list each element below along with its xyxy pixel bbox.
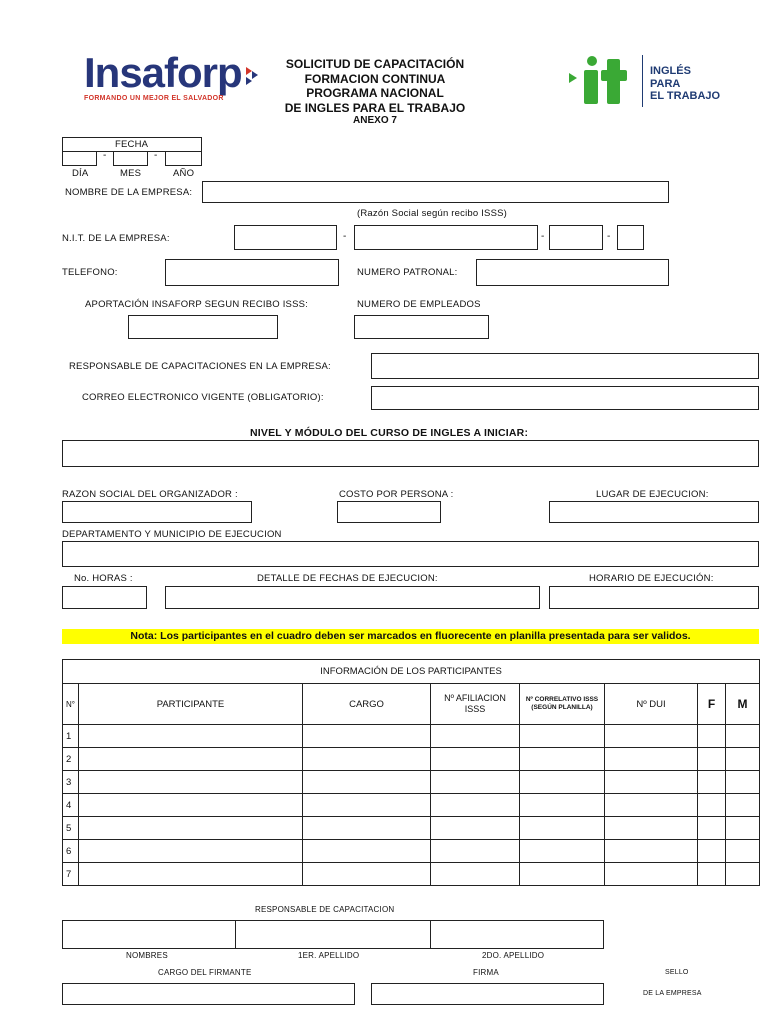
participants-title: INFORMACIÓN DE LOS PARTICIPANTES (63, 660, 760, 684)
col-position: CARGO (303, 684, 431, 725)
seal-company-label: DE LA EMPRESA (643, 990, 702, 997)
nit-separator-2: - (541, 231, 545, 242)
employer-number-input[interactable] (476, 259, 669, 286)
isss-correlative-cell[interactable] (520, 725, 605, 748)
position-cell[interactable] (303, 840, 431, 863)
isss-correlative-cell[interactable] (520, 748, 605, 771)
dui-cell[interactable] (605, 840, 698, 863)
logo-right-text (650, 65, 720, 103)
m-cell[interactable] (726, 725, 760, 748)
nit-part-3-input[interactable] (549, 225, 603, 250)
date-year-label: AÑO (173, 168, 195, 179)
company-name-label: NOMBRE DE LA EMPRESA: (65, 187, 193, 198)
employees-input[interactable] (354, 315, 489, 339)
m-cell[interactable] (726, 840, 760, 863)
date-day-input[interactable] (62, 151, 97, 166)
isss-affiliation-cell[interactable] (431, 794, 520, 817)
m-cell[interactable] (726, 863, 760, 886)
f-cell[interactable] (698, 840, 726, 863)
participant-cell[interactable] (79, 794, 303, 817)
seal-label: SELLO (665, 969, 689, 976)
title-line-2: FORMACION CONTINUA (304, 71, 446, 86)
dui-cell[interactable] (605, 863, 698, 886)
table-row (63, 817, 760, 840)
position-cell[interactable] (303, 748, 431, 771)
cost-input[interactable] (337, 501, 441, 523)
date-month-label: MES (120, 168, 142, 179)
hours-label: No. HORAS : (74, 573, 133, 584)
date-month-input[interactable] (113, 151, 148, 166)
title-line-4: DE INGLES PARA EL TRABAJO (284, 100, 466, 115)
company-name-input[interactable] (202, 181, 669, 203)
f-cell[interactable] (698, 725, 726, 748)
company-name-hint: (Razón Social según recibo ISSS) (357, 208, 508, 219)
m-cell[interactable] (726, 794, 760, 817)
nit-separator-1: - (343, 231, 347, 242)
position-cell[interactable] (303, 817, 431, 840)
position-cell[interactable] (303, 725, 431, 748)
logo-text-el-trabajo: EL TRABAJO (650, 90, 721, 102)
participant-cell[interactable] (79, 817, 303, 840)
col-number: N° (63, 684, 79, 725)
col-participant: PARTICIPANTE (79, 684, 303, 725)
f-cell[interactable] (698, 817, 726, 840)
row-number: 6 (63, 840, 79, 863)
schedule-label: HORARIO DE EJECUCIÓN: (589, 573, 714, 584)
table-row (63, 794, 760, 817)
course-level-label: NIVEL Y MÓDULO DEL CURSO DE INGLES A INICIAR: (250, 427, 529, 439)
date-label: FECHA (115, 139, 149, 150)
m-cell[interactable] (726, 817, 760, 840)
it-mark-icon (569, 55, 635, 109)
organizer-label: RAZON SOCIAL DEL ORGANIZADOR : (62, 489, 238, 500)
phone-label: TELEFONO: (62, 267, 118, 278)
table-row (63, 840, 760, 863)
email-label: CORREO ELECTRONICO VIGENTE (OBLIGATORIO): (82, 392, 324, 403)
row-number: 2 (63, 748, 79, 771)
isss-affiliation-cell[interactable] (431, 748, 520, 771)
dates-detail-input[interactable] (165, 586, 540, 609)
m-cell[interactable] (726, 771, 760, 794)
nit-separator-3: - (607, 231, 611, 242)
dui-cell[interactable] (605, 794, 698, 817)
date-separator-1: - (103, 150, 107, 161)
position-cell[interactable] (303, 794, 431, 817)
dui-cell[interactable] (605, 817, 698, 840)
email-input[interactable] (371, 386, 759, 410)
schedule-input[interactable] (549, 586, 759, 609)
position-cell[interactable] (303, 863, 431, 886)
first-surname-label: 1ER. APELLIDO (298, 951, 360, 960)
isss-affiliation-cell[interactable] (431, 840, 520, 863)
ingles-para-el-trabajo-logo (569, 55, 739, 109)
employer-number-label: NUMERO PATRONAL: (357, 267, 458, 278)
first-surname-input[interactable] (235, 920, 431, 949)
col-isss-affiliation: Nº AFILIACION ISSS (431, 684, 520, 725)
contribution-label: APORTACIÓN INSAFORP SEGUN RECIBO ISSS: (85, 299, 308, 310)
participant-cell[interactable] (79, 840, 303, 863)
table-row (63, 863, 760, 886)
isss-correlative-cell[interactable] (520, 771, 605, 794)
signer-position-input[interactable] (62, 983, 355, 1005)
phone-input[interactable] (165, 259, 339, 286)
position-cell[interactable] (303, 771, 431, 794)
signer-position-label: CARGO DEL FIRMANTE (158, 968, 252, 977)
nit-label: N.I.T. DE LA EMPRESA: (62, 233, 170, 244)
course-level-input[interactable] (62, 440, 759, 467)
row-number: 4 (63, 794, 79, 817)
participant-cell[interactable] (79, 748, 303, 771)
nit-part-4-input[interactable] (617, 225, 644, 250)
signature-input[interactable] (371, 983, 604, 1005)
isss-affiliation-cell[interactable] (431, 771, 520, 794)
isss-correlative-cell[interactable] (520, 794, 605, 817)
title-line-1: SOLICITUD DE CAPACITACIÓN (285, 57, 465, 71)
participant-cell[interactable] (79, 863, 303, 886)
isss-affiliation-cell[interactable] (431, 817, 520, 840)
participants-table (62, 659, 760, 886)
cost-label: COSTO POR PERSONA : (339, 489, 454, 500)
dui-cell[interactable] (605, 725, 698, 748)
participant-cell[interactable] (79, 725, 303, 748)
validity-note: Nota: Los participantes en el cuadro deben ser marcados en fluorecente en planilla presentada para ser validos. (62, 629, 759, 644)
row-number: 5 (63, 817, 79, 840)
col-f: F (698, 684, 726, 725)
row-number: 1 (63, 725, 79, 748)
hours-input[interactable] (62, 586, 147, 609)
nit-part-1-input[interactable] (234, 225, 337, 250)
training-manager-label: RESPONSABLE DE CAPACITACIONES EN LA EMPRESA: (69, 361, 331, 372)
isss-correlative-cell[interactable] (520, 817, 605, 840)
dui-cell[interactable] (605, 771, 698, 794)
insaforp-logo-text: Insaforp (84, 49, 242, 96)
f-cell[interactable] (698, 794, 726, 817)
isss-affiliation-cell[interactable] (431, 863, 520, 886)
contribution-input[interactable] (128, 315, 278, 339)
dui-cell[interactable] (605, 748, 698, 771)
dept-municipality-label: DEPARTAMENTO Y MUNICIPIO DE EJECUCION (62, 529, 282, 540)
row-number: 3 (63, 771, 79, 794)
logo-divider (642, 55, 643, 107)
place-label: LUGAR DE EJECUCION: (596, 489, 709, 500)
organizer-input[interactable] (62, 501, 252, 523)
second-surname-label: 2DO. APELLIDO (482, 951, 545, 960)
annex-label: ANEXO 7 (353, 115, 397, 126)
participant-cell[interactable] (79, 771, 303, 794)
logo-text-ingles: INGLÉS (650, 65, 691, 77)
table-row (63, 748, 760, 771)
insaforp-tagline: FORMANDO UN MEJOR EL SALVADOR (84, 95, 224, 102)
date-year-input[interactable] (165, 151, 202, 166)
row-number: 7 (63, 863, 79, 886)
training-manager-input[interactable] (371, 353, 759, 379)
signature-label: FIRMA (473, 968, 499, 977)
place-input[interactable] (549, 501, 759, 523)
f-cell[interactable] (698, 748, 726, 771)
f-cell[interactable] (698, 863, 726, 886)
employees-label: NUMERO DE EMPLEADOS (357, 299, 481, 310)
date-separator-2: - (154, 150, 158, 161)
second-surname-input[interactable] (430, 920, 604, 949)
signature-title: RESPONSABLE DE CAPACITACION (255, 905, 395, 914)
col-isss-correlative: Nº CORRELATIVO ISSS (SEGÚN PLANILLA) (520, 684, 605, 725)
table-row (63, 725, 760, 748)
insaforp-logo (84, 49, 260, 102)
table-row (63, 771, 760, 794)
f-cell[interactable] (698, 771, 726, 794)
isss-correlative-cell[interactable] (520, 863, 605, 886)
names-label: NOMBRES (126, 951, 168, 960)
names-input[interactable] (62, 920, 236, 949)
nit-part-2-input[interactable] (354, 225, 538, 250)
col-m: M (726, 684, 760, 725)
form-title (250, 57, 500, 126)
logo-text-para: PARA (650, 77, 681, 90)
isss-affiliation-cell[interactable] (431, 725, 520, 748)
date-day-label: DÍA (72, 168, 89, 179)
dept-municipality-input[interactable] (62, 541, 759, 567)
isss-correlative-cell[interactable] (520, 840, 605, 863)
m-cell[interactable] (726, 748, 760, 771)
title-line-3: PROGRAMA NACIONAL (306, 86, 444, 100)
col-dui: Nº DUI (605, 684, 698, 725)
dates-detail-label: DETALLE DE FECHAS DE EJECUCION: (257, 573, 438, 584)
